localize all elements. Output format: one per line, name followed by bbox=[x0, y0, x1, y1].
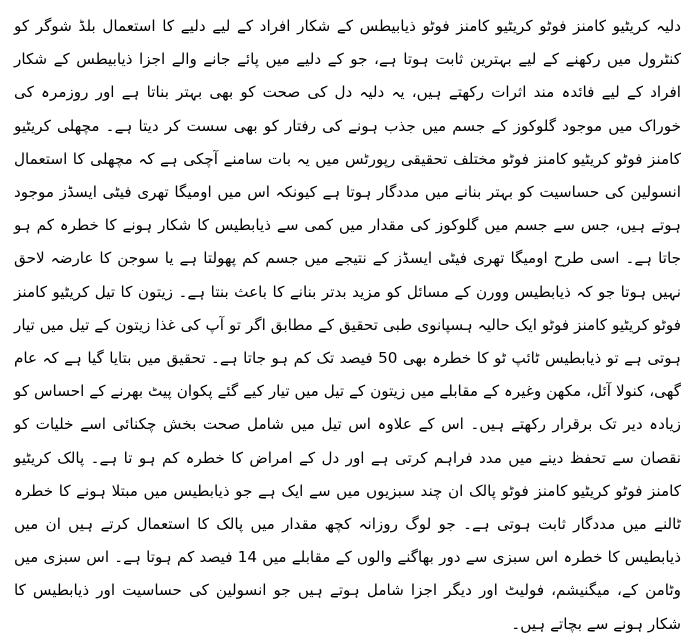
sentence: اس کے علاوہ اس تیل میں شامل صحت بخش چکنائی اسے خلیات کو نقصان سے تحفظ دینے میں مدد فراہم کرتی ہے اور دل کے امراض کا خطرہ کم ہو تا ہے۔ bbox=[14, 415, 682, 467]
sentence: یہ دلیہ دل کی صحت کو بھی بہتر بناتا ہے اور روزمرہ کی خوراک میں موجود گلوکوز کے جسم میں جذب ہونے کی رفتار کو بھی سست کر دیتا ہے۔ bbox=[14, 83, 681, 135]
sentence: اسی طرح اومیگا تھری فیٹی ایسڈز کے نتیجے میں جسم کم پھولتا ہے یا سوجن کا عارضہ لاحق نہیں ہوتا جو کہ ذیابطیس وورن کے مسائل کو مزید بدتر بنانے کا باعث بنتا ہے۔ bbox=[14, 249, 682, 301]
article-body bbox=[14, 10, 681, 641]
paragraph-oatmeal bbox=[14, 10, 681, 641]
sentence: پالک کریٹیو کامنز فوٹو کریٹیو کامنز فوٹو پالک ان چند سبزیوں میں سے ایک ہے جو ذیابطیس میں مبتلا ہونے کا خطرہ ٹالنے میں مددگار ثابت ہوتی ہے۔ bbox=[14, 448, 682, 534]
sentence: زیتون کا تیل کریٹیو کامنز فوٹو کریٹیو کامنز فوٹو ایک حالیہ ہسپانوی طبی تحقیق کے مطابق اگر تو آپ کی غذا زیتون کے تیل میں تیار ہوتی ہے تو ذیابطیس ٹائپ ٹو کا خطرہ بھی 50 فیصد تک کم ہو جاتا ہے۔ bbox=[14, 282, 682, 368]
sentence: مچھلی کریٹیو کامنز فوٹو کریٹیو کامنز فوٹو مختلف تحقیقی رپورٹس میں یہ بات سامنے آچکی ہے کہ مچھلی کا استعمال انسولین کی حساسیت کو بہتر بنانے میں مددگار ہوتا ہے کیونکہ اس میں اومیگا تھری فیٹی ایسڈز موجود ہوتے ہیں، bbox=[14, 116, 681, 235]
sentence: دلیہ کریٹیو کامنز فوٹو کریٹیو کامنز فوٹو ذیابیطس کے شکار افراد کے لیے دلیے کا استعمال بلڈ شوگر کو کنٹرول میں رکھنے کے لیے بہترین ثابت ہوتا ہے، bbox=[14, 17, 681, 69]
sentence: تحقیق میں بتایا گیا ہے کہ عام گھی، کنولا آئل، مکھن وغیرہ کے مقابلے میں زیتون کے تیل میں تیار کیے گئے پکوان پیٹ بھرنے کے احساس کو زیادہ دیر تک برقرار رکھتے ہیں۔ bbox=[14, 349, 682, 434]
sentence: اس سبزی میں وٹامن کے، میگنیشم، فولیٹ اور دیگر اجزا شامل ہوتے ہیں جو انسولین کی حساسیت اور ذیابطیس کا شکار ہونے سے بچاتے ہیں۔ bbox=[14, 548, 681, 633]
sentence: جو لوگ روزانہ کچھ مقدار میں پالک کا استعمال کرتے ہیں ان میں ذیابطیس کا خطرہ اس سبزی سے دور بھاگنے والوں کے مقابلے میں 14 فیصد کم ہوتا ہے۔ bbox=[14, 515, 682, 567]
sentence: جس سے جسم میں گلوکوز کی مقدار میں کمی سے ذیابطیس کا شکار ہونے کا خطرہ کم ہو جاتا ہے۔ bbox=[14, 216, 681, 268]
sentence: جو کے دلیے میں پائے جانے والے اجزا ذیابیطس کے شکار افراد کے لیے فائدہ مند اثرات رکھتے ہیں، bbox=[14, 50, 681, 102]
